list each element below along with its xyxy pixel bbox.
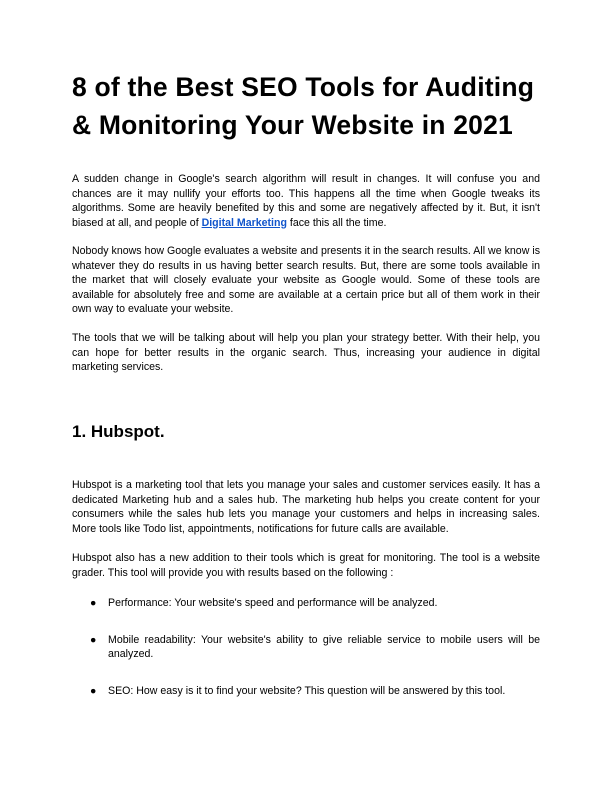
list-item <box>72 684 540 699</box>
bullet-icon: ● <box>90 684 97 697</box>
paragraph: Nobody knows how Google evaluates a website and presents it in the search results. All we know is whatever they do results in us having better search results. But, there are some tools available in the market that will closely evaluate your website as Google would. Some of these tools are available for absolutely free and some are available at a certain price but all of them work in their own way to evaluate your website. <box>72 245 540 315</box>
paragraph: Hubspot also has a new addition to their tools which is great for monitoring. The tool is a website grader. This tool will provide you with results based on the following : <box>72 552 540 579</box>
bullet-icon: ● <box>90 633 97 646</box>
page-title: 8 of the Best SEO Tools for Auditing & Monitoring Your Website in 2021 <box>72 72 535 140</box>
paragraph: Hubspot is a marketing tool that lets you manage your sales and customer services easily. It has a dedicated Marketing hub and a sales hub. The marketing hub helps you create content for your consumers while the sales hub lets you manage your customers and helps in increasing sales. More tools like Todo list, appointments, notifications for future calls are available. <box>72 479 540 535</box>
intro-paragraph <box>72 172 540 230</box>
list-item <box>72 633 540 662</box>
paragraph-text: A sudden change in Google's search algorithm will result in changes. It will confuse you and chances are it may nullify your efforts too. This happens all the time when Google tweaks its algorithms. Some are heavily benefited by this and some are negatively affected by it. But, it isn't biased at all, and people of <box>72 173 540 229</box>
paragraph: The tools that we will be talking about will help you plan your strategy better. With their help, you can hope for better results in the organic search. Thus, increasing your audience in digital marketing services. <box>72 332 540 373</box>
paragraph-text: face this all the time. <box>286 216 387 229</box>
list-item <box>72 596 540 611</box>
section-heading: 1. Hubspot. <box>72 422 165 441</box>
bullet-icon: ● <box>90 597 97 609</box>
list-item-text: Performance: Your website's speed and performance will be analyzed. <box>108 597 438 609</box>
digital-marketing-link[interactable]: Digital Marketing <box>201 216 287 229</box>
list-item-text: Mobile readability: Your website's ability to give reliable service to mobile users will be analyzed. <box>108 633 540 660</box>
list-item-text: SEO: How easy is it to find your website? This question will be answered by this tool. <box>108 684 506 697</box>
bullet-list <box>72 596 540 720</box>
